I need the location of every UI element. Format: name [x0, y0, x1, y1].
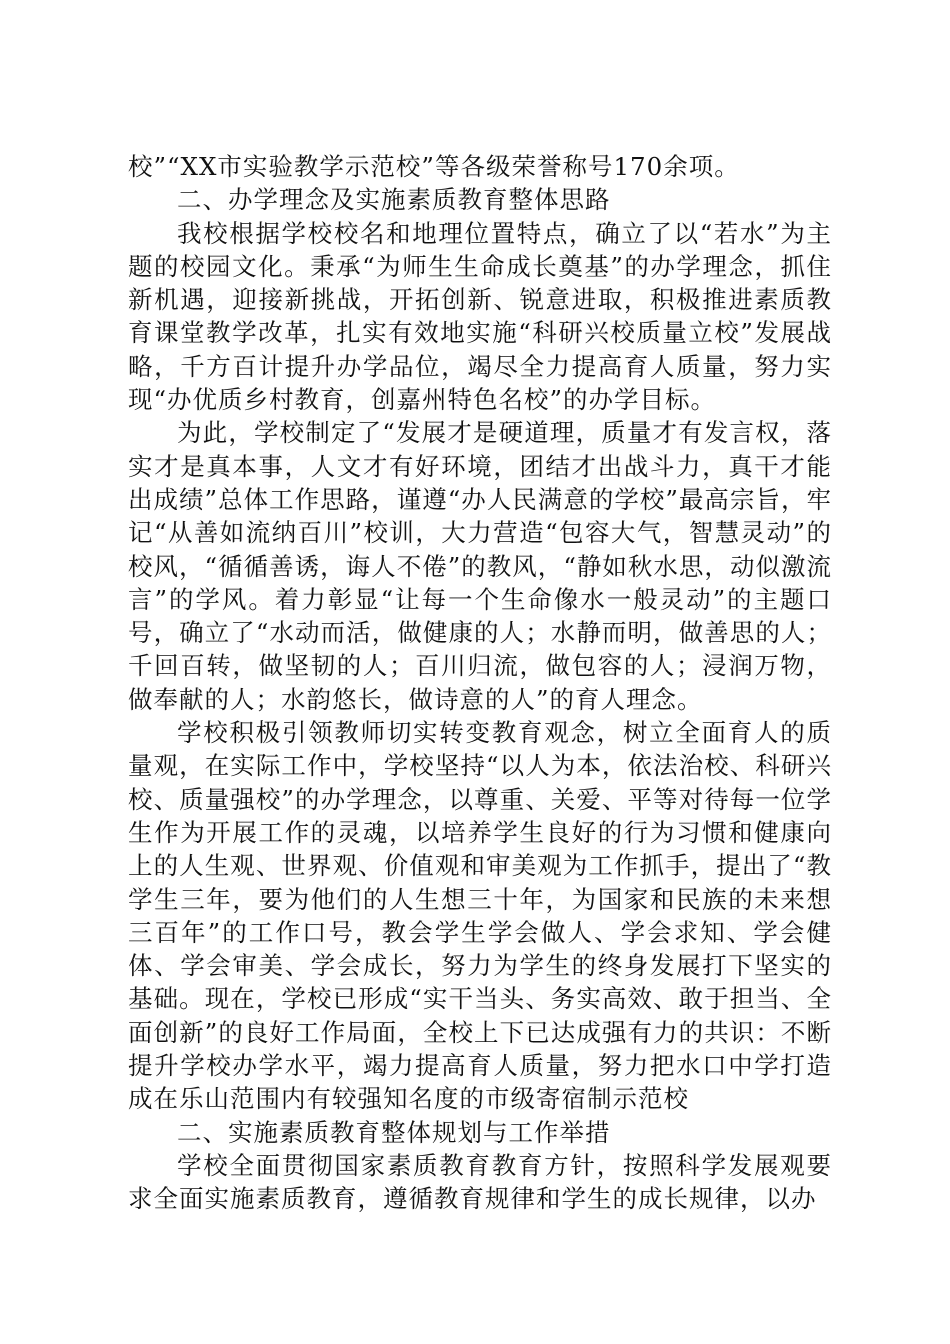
- paragraph: 我校根据学校校名和地理位置特点，确立了以“若水”为主题的校园文化。秉承“为师生生命成长奠基”的办学理念，抓住新机遇，迎接新挑战，开拓创新、锐意进取，积极推进素质教育课堂教学改革，扎实有效地实施“科研兴校质量立校”发展战略，千方百计提升办学品位，竭尽全力提高育人质量，努力实现“办优质乡村教育，创嘉州特色名校”的办学目标。: [128, 218, 832, 415]
- paragraph: 为此，学校制定了“发展才是硬道理，质量才有发言权，落实才是真本事，人文才有好环境，团结才出战斗力，真干才能出成绩”总体工作思路，谨遵“办人民满意的学校”最高宗旨，牢记“从善如流纳百川”校训，大力营造“包容大气，智慧灵动”的校风，“循循善诱，诲人不倦”的教风，“静如秋水思，动似激流言”的学风。着力彰显“让每一个生命像水一般灵动”的主题口号，确立了“水动而活，做健康的人；水静而明，做善思的人；千回百转，做坚韧的人；百川归流，做包容的人；浸润万物，做奉献的人；水韵悠长，做诗意的人”的育人理念。: [128, 418, 832, 714]
- section-heading: 二、办学理念及实施素质教育整体思路: [177, 185, 611, 215]
- section-heading: 二、实施素质教育整体规划与工作举措: [177, 1117, 611, 1147]
- paragraph-continuation: 校”“XX市实验教学示范校”等各级荣誉称号170余项。: [128, 152, 740, 181]
- paragraph: 学校全面贯彻国家素质教育教育方针，按照科学发展观要求全面实施素质教育，遵循教育规律和学生的成长规律，以办: [128, 1150, 832, 1214]
- document-body: [128, 150, 832, 1216]
- paragraph: 学校积极引领教师切实转变教育观念，树立全面育人的质量观，在实际工作中，学校坚持“以人为本，依法治校、科研兴校、质量强校”的办学理念，以尊重、关爱、平等对待每一位学生作为开展工作的灵魂，以培养学生良好的行为习惯和健康向上的人生观、世界观、价值观和审美观为工作抓手，提出了“教学生三年，要为他们的人生想三十年，为国家和民族的未来想三百年”的工作口号，教会学生学会做人、学会求知、学会健体、学会审美、学会成长，努力为学生的终身发展打下坚实的基础。现在，学校已形成“实干当头、务实高效、敢于担当、全面创新”的良好工作局面，全校上下已达成强有力的共识：不断提升学校办学水平，竭力提高育人质量，努力把水口中学打造成在乐山范围内有较强知名度的市级寄宿制示范校: [128, 718, 832, 1114]
